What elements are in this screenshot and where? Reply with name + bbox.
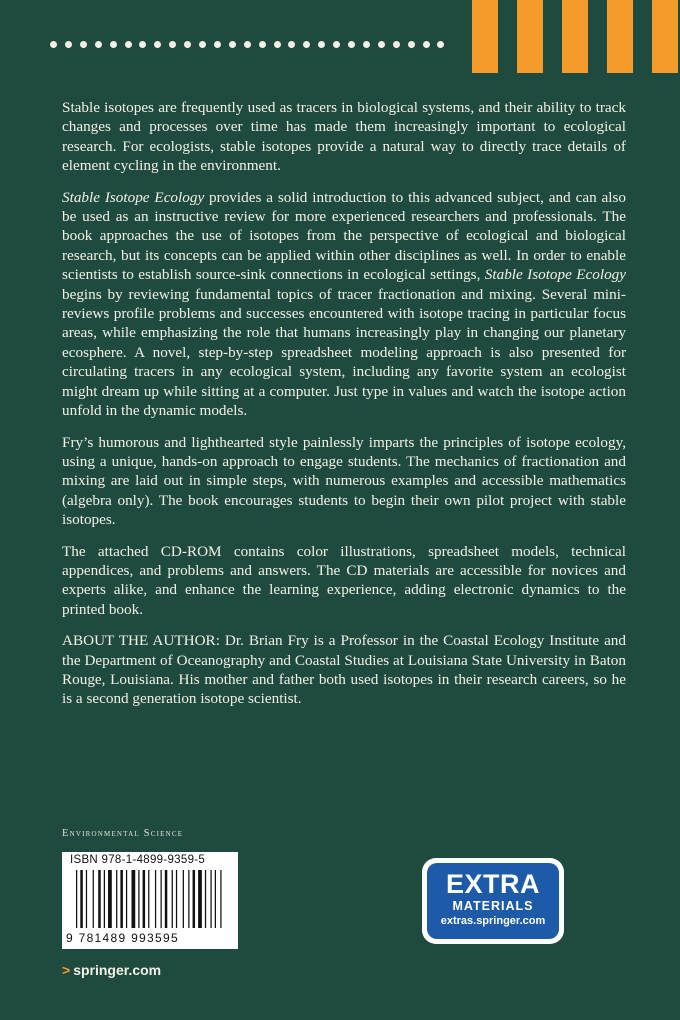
dot	[214, 41, 221, 48]
paragraph-text: begins by reviewing fundamental topics of tracer fractionation and mixing. Several mini-reviews profile problems and successes encountered with isotope tracing in particular focus areas, while emphasizing the role that humans increasingly play in changing our planetary ecosphere. A novel, step-by-step spreadsheet modeling approach is also presented for circulating tracers in any ecological system, including any favorite system an ecologist might dream up while sitting at a computer. Just type in values and watch the isotope action unfold in the dynamic models.	[62, 285, 626, 420]
dot	[95, 41, 102, 48]
dot	[50, 41, 57, 48]
barcode-bar	[148, 870, 149, 928]
barcode-bar	[116, 870, 117, 928]
isbn-digits: 9 781489 993595	[66, 931, 179, 945]
dot	[393, 41, 400, 48]
barcode-bar	[93, 870, 94, 928]
description-paragraph	[62, 98, 626, 176]
barcode-bar	[98, 870, 101, 928]
barcode-bar	[86, 870, 87, 928]
dot	[333, 41, 340, 48]
dot	[244, 41, 251, 48]
stripe	[472, 0, 498, 73]
dot	[139, 41, 146, 48]
barcode-bar	[138, 870, 139, 928]
barcode-bar	[161, 870, 162, 928]
barcode-bar	[172, 870, 173, 928]
isbn-label: ISBN 978-1-4899-9359-5	[70, 854, 206, 866]
dot	[274, 41, 281, 48]
barcode-bar	[198, 870, 202, 928]
chevron-right-icon: >	[62, 962, 71, 978]
dot	[65, 41, 72, 48]
barcode-bar	[143, 870, 146, 928]
badge-subtitle: MATERIALS	[452, 899, 534, 913]
dot	[423, 41, 430, 48]
decorative-stripes	[460, 0, 680, 73]
extra-materials-badge-inner	[427, 863, 559, 939]
barcode-bar	[188, 870, 189, 928]
barcode-bar	[76, 870, 77, 928]
stripe	[517, 0, 543, 73]
dot	[378, 41, 385, 48]
barcode-bar	[104, 870, 105, 928]
description-paragraph	[62, 542, 626, 620]
stripe	[607, 0, 633, 73]
springer-link-text: springer.com	[73, 962, 162, 978]
dot	[229, 41, 236, 48]
subject-category: Environmental Science	[62, 828, 184, 839]
dot	[259, 41, 266, 48]
barcode-bar	[205, 870, 206, 928]
barcode-bar	[176, 870, 177, 928]
dot	[408, 41, 415, 48]
dot	[169, 41, 176, 48]
barcode-bar	[215, 870, 216, 928]
barcode-bar	[210, 870, 211, 928]
description-paragraph	[62, 188, 626, 421]
extra-materials-badge[interactable]	[422, 858, 564, 944]
paragraph-text: Stable isotopes are frequently used as tracers in biological systems, and their ability to track changes and processes over time has made them increasingly important to ecological research. For ecologists, stable isotopes provide a natural way to directly trace details of element cycling in the environment.	[62, 99, 626, 175]
barcode-bar	[183, 870, 184, 928]
dot	[154, 41, 161, 48]
dot	[318, 41, 325, 48]
isbn-barcode	[62, 852, 238, 949]
back-cover-description	[62, 98, 626, 721]
dot	[184, 41, 191, 48]
paragraph-text: provides a solid introduction to this advanced subject, and can also be used as an instructive review for more experienced researchers and professionals. The book approaches the use of isotopes from the perspective of ecological and biological research, but its concepts can be applied within other disciplines as well. In order to enable scientists to establish source-sink connections in ecological settings,	[62, 188, 626, 284]
stripe	[562, 0, 588, 73]
dot	[348, 41, 355, 48]
barcode-bar	[126, 870, 127, 928]
barcode-bar	[155, 870, 156, 928]
description-paragraph	[62, 631, 626, 709]
description-paragraph	[62, 433, 626, 530]
dot	[125, 41, 132, 48]
dot	[303, 41, 310, 48]
dot	[288, 41, 295, 48]
stripe	[652, 0, 678, 73]
badge-title: EXTRA	[445, 869, 540, 899]
barcode-bar	[220, 870, 221, 928]
barcode-bar	[80, 870, 83, 928]
paragraph-text: ABOUT THE AUTHOR: Dr. Brian Fry is a Professor in the Coastal Ecology Institute and the Department of Oceanography and Coastal Studies at Louisiana State University in Baton Rouge, Louisiana. His mother and father both used isotopes in their research careers, so he is a second generation isotope scientist.	[62, 632, 626, 708]
badge-url: extras.springer.com	[440, 915, 546, 927]
barcode-icon	[76, 870, 226, 930]
paragraph-text: Fry’s humorous and lighthearted style painlessly imparts the principles of isotope ecology, using a unique, hands-on approach to engage students. The mechanics of fractionation and mixing are laid out in simple steps, with numerous examples and accessible mathematics (algebra only). The book encourages students to begin their own pilot project with stable isotopes.	[62, 433, 626, 529]
dot	[80, 41, 87, 48]
barcode-bar	[108, 870, 112, 928]
dot	[437, 41, 444, 48]
paragraph-text: The attached CD-ROM contains color illustrations, spreadsheet models, technical appendices, and problems and answers. The CD materials are accessible for novices and experts alike, and enhance the learning experience, adding electronic dynamics to the printed book.	[62, 542, 626, 618]
book-title-italic: Stable Isotope Ecology	[484, 266, 626, 284]
barcode-bar	[132, 870, 136, 928]
barcode-bar	[120, 870, 123, 928]
barcode-bar	[193, 870, 196, 928]
barcode-bar	[165, 870, 168, 928]
dot	[363, 41, 370, 48]
dot	[110, 41, 117, 48]
springer-link[interactable]	[62, 962, 161, 978]
dot	[199, 41, 206, 48]
decorative-dot-row	[50, 41, 450, 51]
book-title-italic: Stable Isotope Ecology	[62, 188, 205, 206]
